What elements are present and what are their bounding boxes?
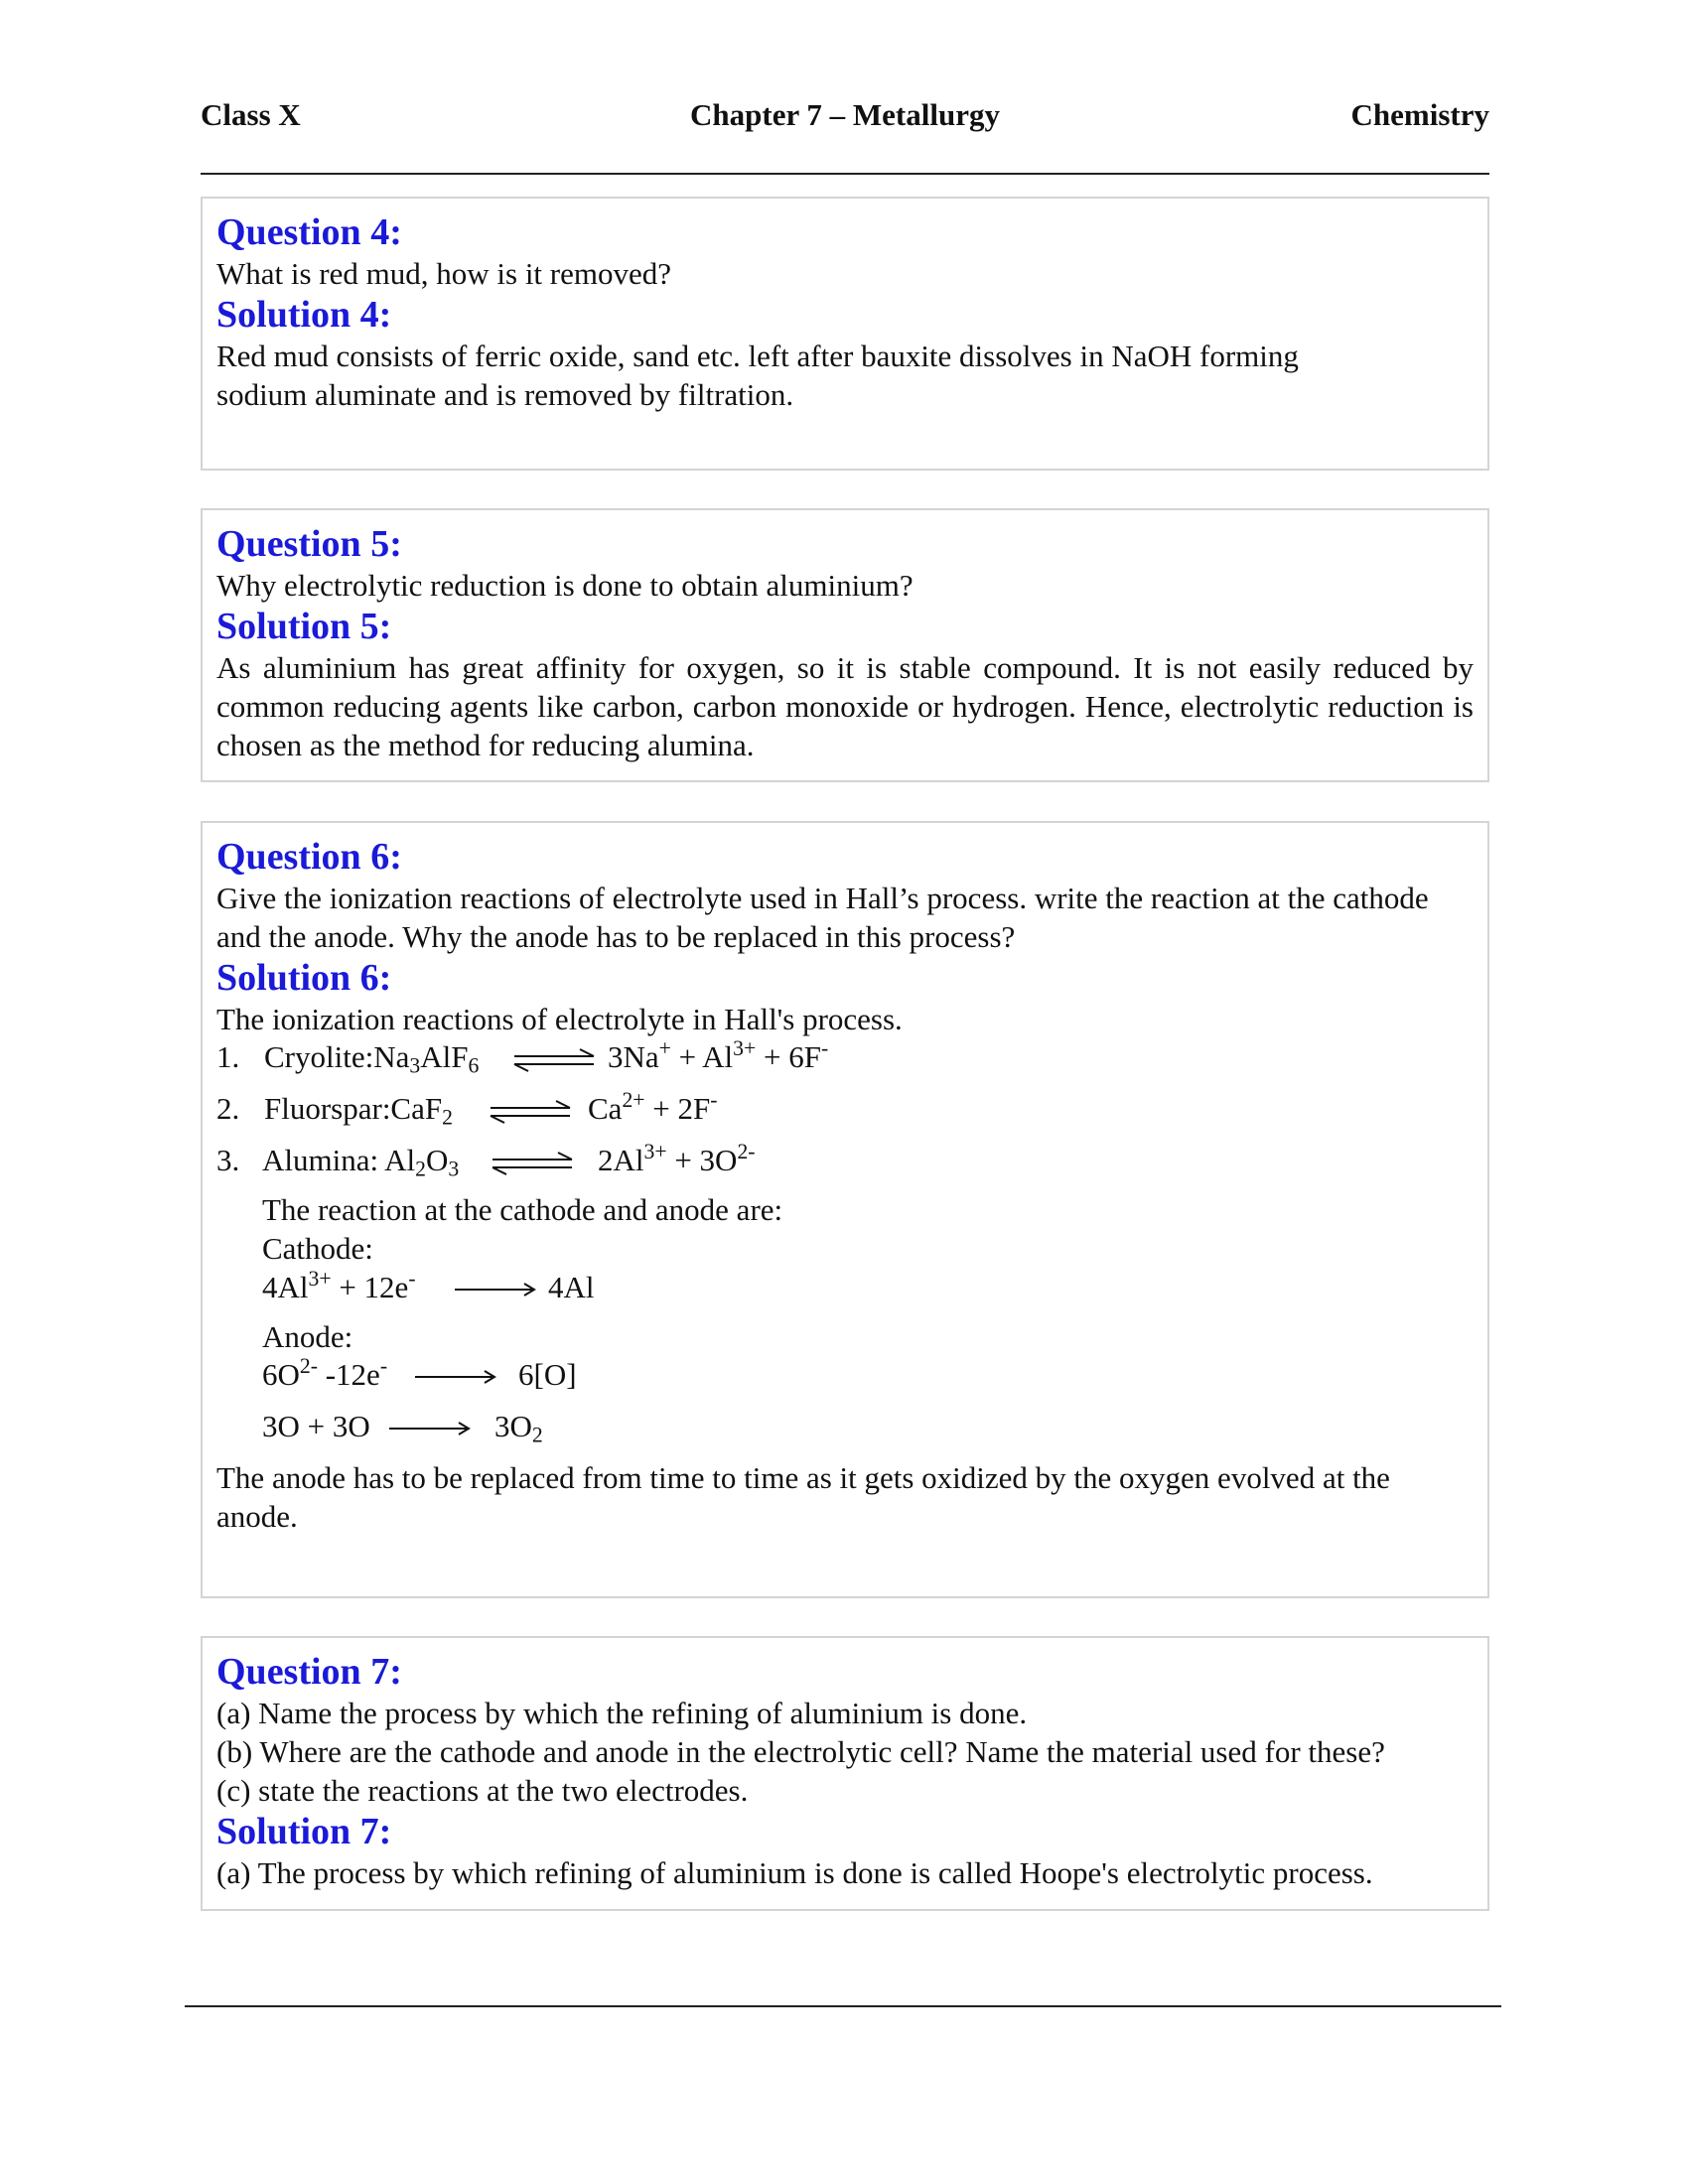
footer-rule [185, 2005, 1501, 2007]
page-header [201, 97, 1489, 145]
equilibrium-arrow-icon [510, 1045, 600, 1075]
question-4-title: Question 4: [216, 211, 402, 253]
electrode-reaction-intro: The reaction at the cathode and anode are: [262, 1192, 783, 1227]
solution-6-title: Solution 6: [216, 957, 392, 999]
oxygen-reactants: 3O + 3O [262, 1409, 370, 1443]
reaction-arrow-icon [453, 1280, 538, 1299]
question-6-text: Give the ionization reactions of electrolyte used in Hall’s process. write the reaction at the cathode and the anode. Why the anode has to be replaced in this process? [216, 881, 1429, 954]
question-7-part-c: (c) state the reactions at the two electrodes. [216, 1773, 749, 1808]
question-7-part-a: (a) Name the process by which the refining of aluminium is done. [216, 1696, 1028, 1730]
solution-6-intro: The ionization reactions of electrolyte in Hall's process. [216, 1002, 903, 1036]
reaction-2-products: $Ca^{2+} + 2F^-$ [588, 1088, 718, 1126]
question-5-text: Why electrolytic reduction is done to obtain aluminium? [216, 568, 914, 603]
solution-4-text: Red mud consists of ferric oxide, sand etc. left after bauxite dissolves in NaOH forming sodium aluminate and is removed by filtration. [216, 339, 1299, 412]
solution-5-text: As aluminium has great affinity for oxygen, so it is stable compound. It is not easily reduced by common reducing agents like carbon, carbon monoxide or hydrogen. Hence, electrolytic reduction is chosen as the method for reducing alumina. [216, 650, 1474, 762]
question-6-box [201, 821, 1489, 1598]
reaction-3-number: 3. [216, 1143, 240, 1177]
question-6-title: Question 6: [216, 836, 402, 878]
equilibrium-arrow-icon [489, 1149, 578, 1178]
class-label: Class X [201, 97, 301, 132]
reaction-arrow-icon [413, 1367, 498, 1387]
header-rule [201, 173, 1489, 175]
solution-6-conclusion: The anode has to be replaced from time to time as it gets oxidized by the oxygen evolved at the anode. [216, 1460, 1390, 1534]
oxygen-product: $3O_2$ [494, 1409, 543, 1447]
question-4-text: What is red mud, how is it removed? [216, 256, 672, 291]
reaction-2-reactant: Fluorspar:CaF$_2$ [264, 1091, 453, 1130]
solution-4-title: Solution 4: [216, 294, 392, 336]
anode-label: Anode: [262, 1319, 353, 1354]
question-7-title: Question 7: [216, 1651, 402, 1693]
cathode-reactants: $4Al^{3+} + 12e^-$ [262, 1267, 416, 1304]
cathode-product: 4Al [548, 1270, 595, 1304]
reaction-2-number: 2. [216, 1091, 240, 1126]
cathode-label: Cathode: [262, 1231, 373, 1266]
equilibrium-arrow-icon [487, 1097, 576, 1127]
reaction-3-reactant: Alumina: $Al_2O_3$ [262, 1143, 460, 1181]
reaction-1-reactant: $Cryolite:Na_3AlF_6$ [264, 1039, 480, 1078]
reaction-arrow-icon [387, 1419, 473, 1438]
reaction-3-products: $2Al^{3+} + 3O^{2-}$ [598, 1140, 756, 1177]
question-4-box [201, 197, 1489, 471]
anode-product: 6[O] [518, 1357, 577, 1392]
question-7-part-b: (b) Where are the cathode and anode in the electrolytic cell? Name the material used for these? [216, 1734, 1385, 1769]
solution-5-title: Solution 5: [216, 606, 392, 647]
question-5-title: Question 5: [216, 523, 402, 565]
anode-reactants: $6O^{2-}$ -12e- [262, 1354, 388, 1392]
solution-7-title: Solution 7: [216, 1811, 392, 1852]
question-7-box [201, 1636, 1489, 1911]
chapter-title: Chapter 7 – Metallurgy [690, 97, 1000, 132]
solution-7-part-a: (a) The process by which refining of aluminium is done is called Hoope's electrolytic process. [216, 1855, 1373, 1890]
reaction-1-number: 1. [216, 1039, 240, 1074]
reaction-1-products: $3Na^+ + Al^{3+} + 6F^-$ [608, 1036, 829, 1074]
question-5-box [201, 508, 1489, 782]
subject-label: Chemistry [1350, 97, 1489, 132]
